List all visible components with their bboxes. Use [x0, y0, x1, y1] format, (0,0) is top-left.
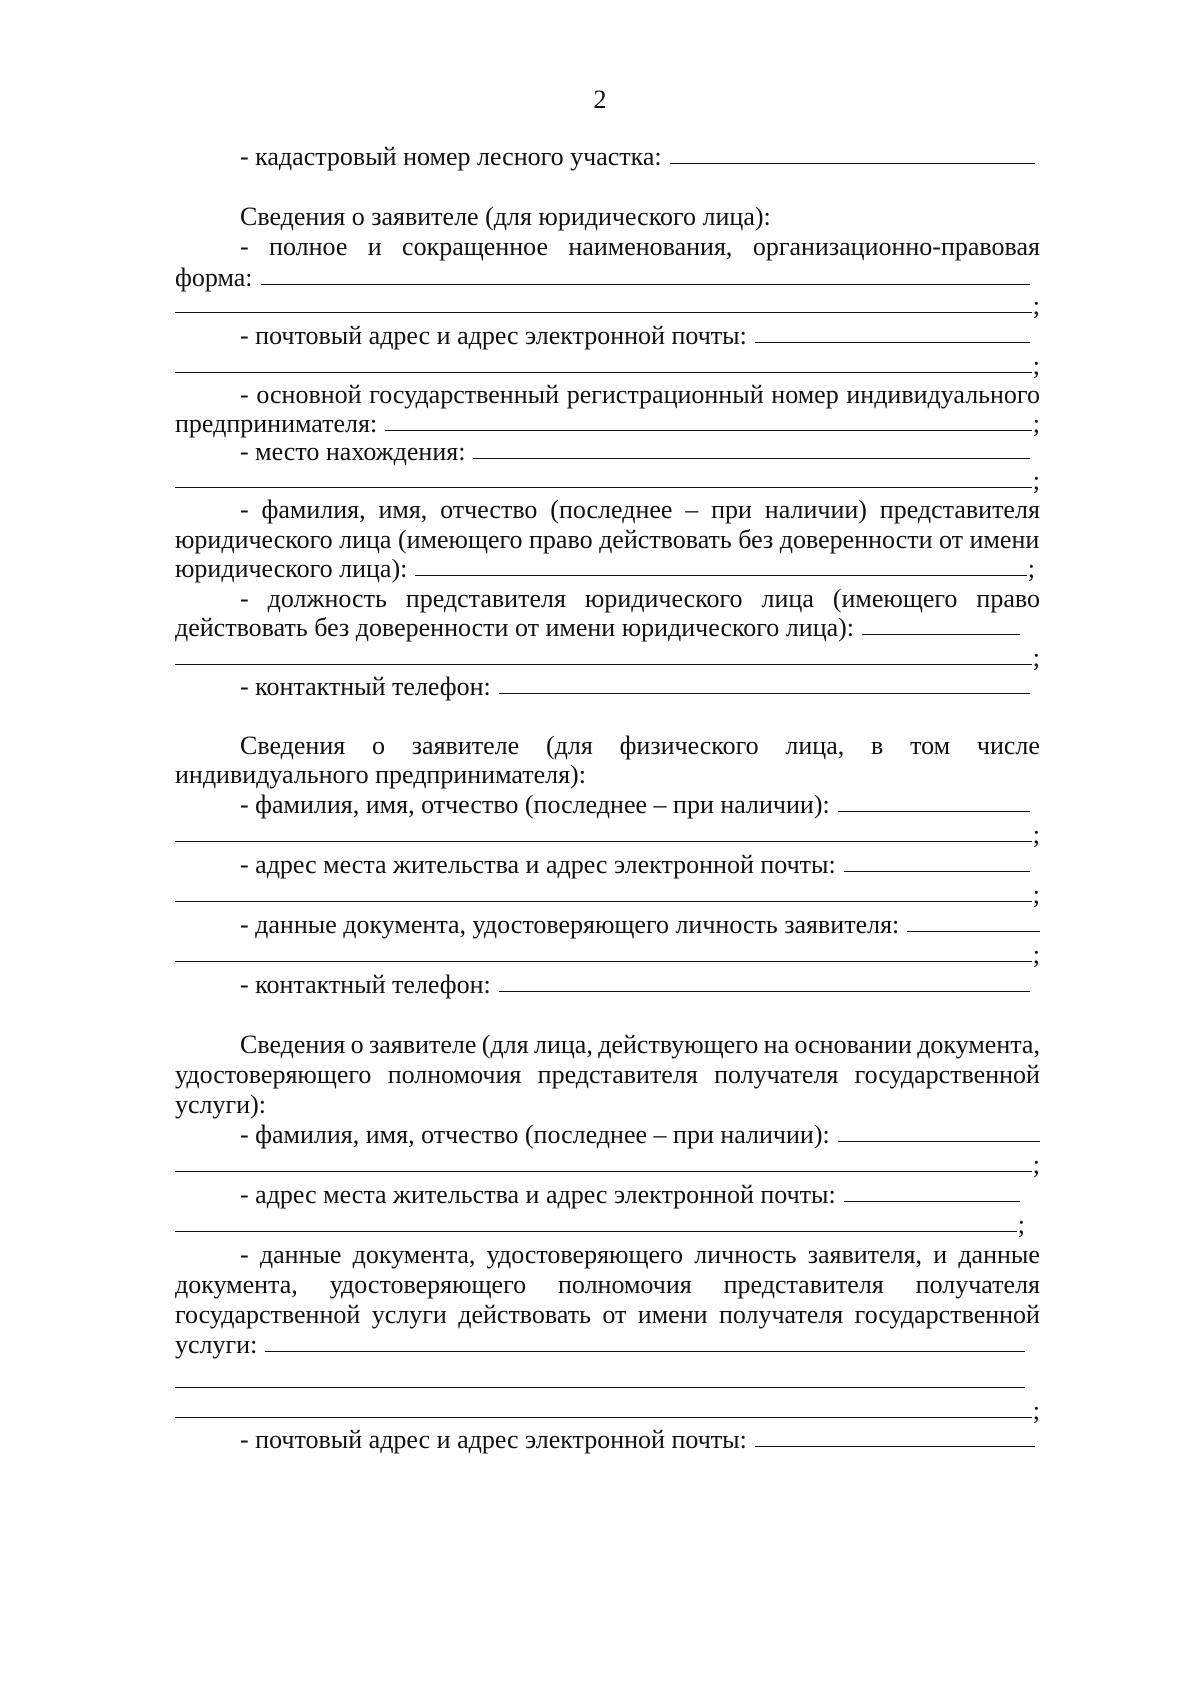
text-line: [175, 1299, 1040, 1331]
line-end-semicolon: ;: [1032, 1150, 1040, 1179]
form-field-line: [175, 1149, 1040, 1181]
word: индивидуального: [846, 380, 1040, 409]
word: и: [933, 1240, 948, 1269]
blank-fill-line[interactable]: [175, 1365, 1025, 1388]
word: документа,: [352, 1240, 476, 1269]
line-text: - фамилия, имя, отчество (последнее – при наличии):: [240, 790, 830, 819]
word: отчество: [440, 495, 538, 524]
blank-fill-line[interactable]: [175, 1209, 1017, 1232]
form-field-line: [240, 1119, 1040, 1151]
word: лица,: [534, 1030, 593, 1059]
word: лица: [761, 584, 814, 613]
word: представителя: [723, 1270, 884, 1299]
line-text: индивидуального предпринимателя):: [175, 760, 586, 789]
text-line: [240, 201, 800, 233]
word: заявителе: [411, 731, 520, 760]
text-line: [240, 730, 1040, 762]
word: действовать: [458, 1300, 591, 1329]
word: фамилия,: [261, 495, 366, 524]
word: Сведения: [240, 1030, 346, 1059]
line-text: действовать без доверенности от имени юридического лица):: [175, 613, 855, 642]
line-text: юридического лица):: [175, 554, 408, 583]
word: том: [910, 731, 951, 760]
line-text: услуги:: [175, 1330, 258, 1359]
form-field-line: [175, 1395, 1040, 1427]
form-field-line: [175, 612, 1020, 644]
word: удостоверяющего: [486, 1240, 684, 1269]
blank-fill-line[interactable]: [175, 819, 1032, 842]
line-end-semicolon: ;: [1032, 820, 1040, 849]
word: -: [240, 232, 249, 261]
line-end-semicolon: ;: [1017, 1210, 1025, 1239]
form-field-line: [240, 436, 1030, 468]
word: и: [367, 232, 382, 261]
word: данные: [958, 1240, 1040, 1269]
word: действующего: [598, 1030, 759, 1059]
blank-fill-line[interactable]: [175, 1149, 1032, 1172]
line-text: - контактный телефон:: [240, 970, 491, 999]
word: -: [240, 380, 249, 409]
word: полномочия: [558, 1270, 692, 1299]
form-field-line: [175, 350, 1040, 382]
word: имя,: [378, 495, 428, 524]
form-field-line: [175, 290, 1040, 322]
word: в: [871, 731, 884, 760]
word: личность: [694, 1240, 797, 1269]
page-number: 2: [593, 85, 607, 114]
line-end-semicolon: ;: [1032, 351, 1040, 380]
word: номер: [771, 380, 839, 409]
line-text: услуги):: [175, 1090, 266, 1119]
blank-fill-line[interactable]: [844, 849, 1030, 872]
blank-fill-line[interactable]: [175, 642, 1032, 665]
form-field-line: [175, 939, 1040, 971]
text-line: [175, 524, 1040, 556]
line-text: юридического лица (имеющего право действовать без доверенности от имени: [175, 525, 1040, 554]
word: регистрационный: [566, 380, 764, 409]
blank-fill-line[interactable]: [844, 1179, 1020, 1202]
word: представителя: [405, 584, 566, 613]
word: на: [763, 1030, 790, 1059]
word: имени: [637, 1300, 708, 1329]
text-line: [175, 759, 625, 791]
line-text: - место нахождения:: [240, 437, 466, 466]
line-end-semicolon: ;: [1027, 554, 1035, 583]
word: физического: [619, 731, 759, 760]
word: полное: [269, 232, 348, 261]
line-text: - кадастровый номер лесного участка:: [240, 142, 662, 171]
form-field-line: [240, 909, 1040, 941]
word: (имеющего: [832, 584, 958, 613]
word: Сведения: [240, 731, 346, 760]
line-text: - почтовый адрес и адрес электронной почты:: [240, 1425, 747, 1454]
word: полномочия: [387, 1060, 522, 1089]
word: -: [240, 584, 249, 613]
word: заявителя,: [807, 1240, 923, 1269]
form-field-line: [175, 879, 1040, 911]
word: удостоверяющего: [175, 1060, 372, 1089]
line-end-semicolon: ;: [1032, 643, 1040, 672]
form-field-line: [240, 969, 1030, 1001]
word: получателя: [915, 1270, 1040, 1299]
blank-fill-line[interactable]: [473, 436, 1030, 459]
blank-fill-line[interactable]: [175, 290, 1032, 313]
blank-fill-line[interactable]: [175, 350, 1032, 373]
form-field-line: [175, 553, 1035, 585]
text-line: [240, 1239, 1040, 1271]
form-field-line: [240, 141, 1035, 173]
text-line: [240, 583, 1040, 615]
word: наименования,: [568, 232, 733, 261]
blank-fill-line[interactable]: [261, 262, 1031, 285]
form-field-line: [175, 465, 1040, 497]
blank-fill-line[interactable]: [175, 1395, 1032, 1418]
blank-fill-line[interactable]: [862, 612, 1020, 635]
blank-fill-line[interactable]: [755, 1424, 1035, 1447]
word: данные: [259, 1240, 342, 1269]
line-end-semicolon: ;: [1032, 1396, 1040, 1425]
form-field-line: [240, 789, 1030, 821]
word: -: [240, 495, 249, 524]
word: услуги: [371, 1300, 447, 1329]
word: лица,: [785, 731, 845, 760]
form-field-line: [240, 671, 1030, 703]
blank-fill-line[interactable]: [670, 141, 1035, 164]
blank-fill-line[interactable]: [175, 939, 1032, 962]
line-text: - адрес места жительства и адрес электронной почты:: [240, 1180, 836, 1209]
form-field-line: [240, 320, 1030, 352]
word: наличии): [764, 495, 867, 524]
word: юридического: [584, 584, 743, 613]
word: о: [372, 731, 385, 760]
word: (для: [481, 1030, 529, 1059]
word: документа,: [175, 1270, 298, 1299]
line-text: - контактный телефон:: [240, 672, 491, 701]
word: -: [240, 1240, 249, 1269]
word: право: [976, 584, 1040, 613]
word: (последнее: [550, 495, 673, 524]
blank-fill-line[interactable]: [415, 553, 1026, 576]
line-end-semicolon: ;: [1032, 940, 1040, 969]
line-end-semicolon: ;: [1032, 880, 1040, 909]
text-line: [240, 494, 1040, 526]
blank-fill-line[interactable]: [499, 671, 1030, 694]
line-text: - фамилия, имя, отчество (последнее – при наличии):: [240, 1120, 830, 1149]
text-line: [240, 1029, 1040, 1061]
line-end-semicolon: ;: [1032, 466, 1040, 495]
form-field-line: [175, 1209, 1025, 1241]
form-field-line: [175, 819, 1040, 851]
line-text: Сведения о заявителе (для юридического лица):: [240, 202, 771, 231]
form-field-line: [240, 1424, 1035, 1456]
text-line: [175, 1059, 1040, 1091]
word: основной: [256, 380, 362, 409]
word: представителя: [879, 495, 1040, 524]
word: документа,: [917, 1030, 1040, 1059]
word: государственный: [369, 380, 560, 409]
blank-fill-line[interactable]: [838, 789, 1030, 812]
word: –: [685, 495, 699, 524]
word: о: [350, 1030, 364, 1059]
blank-fill-line[interactable]: [838, 1119, 1040, 1142]
blank-fill-line[interactable]: [755, 320, 1030, 343]
word: государственной: [175, 1300, 361, 1329]
text-line: [240, 231, 1040, 263]
word: числе: [976, 731, 1040, 760]
word: при: [711, 495, 752, 524]
form-field-line: [240, 849, 1030, 881]
line-text: предпринимателя:: [175, 409, 378, 438]
word: удостоверяющего: [329, 1270, 527, 1299]
blank-fill-line[interactable]: [907, 909, 1040, 932]
form-field-line: [240, 1179, 1020, 1211]
line-end-semicolon: ;: [1032, 291, 1040, 320]
blank-fill-line[interactable]: [175, 879, 1032, 902]
word: представителя: [537, 1060, 698, 1089]
blank-fill-line[interactable]: [175, 465, 1032, 488]
line-text: - данные документа, удостоверяющего личность заявителя:: [240, 910, 900, 939]
word: (для: [545, 731, 593, 760]
word: получателя: [714, 1060, 839, 1089]
form-field-line: [175, 1329, 1025, 1361]
text-line: [240, 379, 1040, 411]
word: должность: [267, 584, 387, 613]
blank-fill-line[interactable]: [499, 969, 1030, 992]
word: от: [602, 1300, 627, 1329]
word: получателя: [718, 1300, 844, 1329]
word: государственной: [854, 1300, 1040, 1329]
word: сокращенное: [402, 232, 549, 261]
text-line: [175, 1089, 295, 1121]
line-text: - почтовый адрес и адрес электронной почты:: [240, 321, 747, 350]
line-text: форма:: [175, 263, 253, 292]
line-text: - адрес места жительства и адрес электронной почты:: [240, 850, 836, 879]
word: заявителе: [369, 1030, 477, 1059]
form-field-line: [175, 1365, 1025, 1397]
text-line: [175, 1269, 1040, 1301]
word: организационно-правовая: [752, 232, 1040, 261]
blank-fill-line[interactable]: [265, 1329, 1025, 1352]
line-end-semicolon: ;: [1032, 409, 1040, 438]
blank-fill-line[interactable]: [385, 408, 1032, 431]
word: государственной: [854, 1060, 1040, 1089]
form-field-line: [175, 642, 1040, 674]
word: основании: [794, 1030, 912, 1059]
